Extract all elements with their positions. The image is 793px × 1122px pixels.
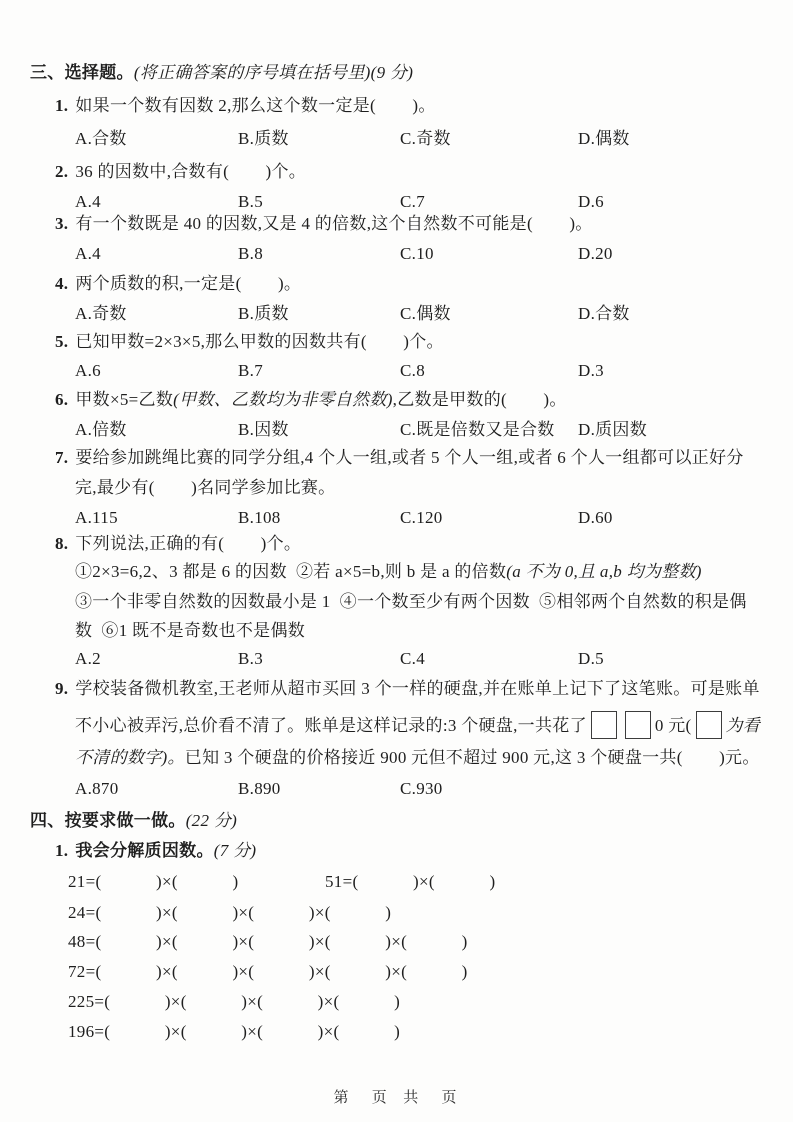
q1-option-d: D.偶数	[578, 129, 630, 148]
question-9-text2-mid: 0 元(	[654, 716, 692, 735]
question-8-statement2	[75, 591, 747, 613]
q1-option-a: A.合数	[75, 129, 127, 148]
question-6-text-kai: (甲数、乙数均为非零自然数)	[173, 390, 393, 409]
factor-row-196	[68, 1021, 400, 1043]
q5-option-a: A.6	[75, 361, 101, 380]
page-footer: 第 页 共 页	[333, 1090, 460, 1106]
q9-option-b: B.890	[238, 779, 281, 798]
q8-option-c: C.4	[400, 649, 425, 668]
factor-row-21-51	[68, 871, 495, 893]
q4-option-d: D.合数	[578, 304, 630, 323]
question-9-text3-kai: 不清的数字)。	[75, 748, 185, 767]
question-4-text: 两个质数的积,一定是( )。	[75, 274, 302, 293]
q2-option-c: C.7	[400, 192, 425, 211]
q6-option-a: A.倍数	[75, 420, 127, 439]
question-5-text: 已知甲数=2×3×5,那么甲数的因数共有( )个。	[75, 332, 444, 351]
factor-expr-51: 51=( )×( )	[325, 872, 496, 891]
question-9-line1	[55, 678, 760, 700]
question-5	[55, 331, 444, 353]
q8-s3-text: 数 ⑥1 既不是奇数也不是偶数	[75, 621, 306, 640]
question-7-options	[75, 507, 613, 529]
question-9-options	[75, 778, 578, 800]
question-1-number: 1.	[55, 96, 69, 115]
question-7-text2: 完,最少有( )名同学参加比赛。	[75, 478, 336, 497]
question-8-number: 8.	[55, 534, 69, 553]
q1-option-c: C.奇数	[400, 129, 451, 148]
question-5-options	[75, 360, 604, 382]
factor-expr-24: 24=( )×( )×( )×( )	[68, 903, 392, 922]
section4-sub1	[55, 840, 256, 862]
factor-expr-196: 196=( )×( )×( )×( )	[68, 1022, 401, 1041]
question-8-statement3	[75, 620, 305, 642]
question-9-line3	[75, 747, 760, 769]
question-9-text2-kai: 为看	[725, 716, 761, 735]
section4-header	[30, 810, 237, 832]
q8-option-b: B.3	[238, 649, 263, 668]
q3-option-b: B.8	[238, 244, 263, 263]
question-6-text-pre: 甲数×5=乙数	[75, 390, 174, 409]
section3-header	[30, 62, 413, 84]
q1-option-b: B.质数	[238, 129, 289, 148]
question-2-number: 2.	[55, 162, 69, 181]
question-9-text1: 学校装备微机教室,王老师从超市买回 3 个一样的硬盘,并在账单上记下了这笔账。可是账单	[75, 679, 760, 698]
factor-row-225	[68, 991, 400, 1013]
section4-sub1-number: 1.	[55, 841, 69, 860]
question-4	[55, 273, 301, 295]
q9-option-a: A.870	[75, 779, 119, 798]
section4-title: 四、按要求做一做。	[30, 811, 186, 830]
question-6-options	[75, 419, 647, 441]
question-5-number: 5.	[55, 332, 69, 351]
q7-option-d: D.60	[578, 508, 613, 527]
q5-option-b: B.7	[238, 361, 263, 380]
q7-option-c: C.120	[400, 508, 443, 527]
question-8-text: 下列说法,正确的有( )个。	[75, 534, 302, 553]
q4-option-a: A.奇数	[75, 304, 127, 323]
q7-option-a: A.115	[75, 508, 118, 527]
question-6-number: 6.	[55, 390, 69, 409]
q8-s2-text: ③一个非零自然数的因数最小是 1 ④一个数至少有两个因数 ⑤相邻两个自然数的积是偶	[75, 592, 747, 611]
question-9-line2	[75, 711, 760, 739]
q6-option-c: C.既是倍数又是合数	[400, 420, 555, 439]
section4-sub1-text: 我会分解质因数。	[75, 841, 214, 860]
question-8	[55, 533, 301, 555]
q3-option-d: D.20	[578, 244, 613, 263]
question-7-text1: 要给参加跳绳比赛的同学分组,4 个人一组,或者 5 个人一组,或者 6 个人一组都可以正好分	[75, 448, 744, 467]
question-8-statement1	[75, 561, 702, 583]
question-4-options	[75, 303, 630, 325]
q5-option-c: C.8	[400, 361, 425, 380]
q3-option-a: A.4	[75, 244, 101, 263]
question-3-number: 3.	[55, 214, 69, 233]
q5-option-d: D.3	[578, 361, 604, 380]
question-2	[55, 161, 306, 183]
question-7-number: 7.	[55, 448, 69, 467]
factor-expr-225: 225=( )×( )×( )×( )	[68, 992, 401, 1011]
q7-option-b: B.108	[238, 508, 281, 527]
question-1	[55, 95, 436, 117]
question-7-line1	[55, 447, 744, 469]
smudged-digit-box-2	[625, 711, 651, 739]
question-2-text: 36 的因数中,合数有( )个。	[75, 162, 307, 181]
factor-expr-72: 72=( )×( )×( )×( )×( )	[68, 962, 468, 981]
section3-note: (将正确答案的序号填在括号里)	[133, 63, 371, 82]
question-3	[55, 213, 593, 235]
factor-expr-21: 21=( )×( )	[68, 872, 239, 891]
question-9-text3: 已知 3 个硬盘的价格接近 900 元但不超过 900 元,这 3 个硬盘一共( )元。	[184, 748, 760, 767]
q6-option-d: D.质因数	[578, 420, 648, 439]
q4-option-c: C.偶数	[400, 304, 451, 323]
factor-row-24	[68, 902, 391, 924]
q9-option-c: C.930	[400, 779, 443, 798]
q8-s1-kai: (a 不为 0,且 a,b 均为整数)	[506, 562, 702, 581]
question-1-options	[75, 128, 630, 150]
question-4-number: 4.	[55, 274, 69, 293]
section3-title: 三、选择题。	[30, 63, 134, 82]
q6-option-b: B.因数	[238, 420, 289, 439]
section3-score: (9 分)	[370, 63, 414, 82]
factor-row-72	[68, 961, 468, 983]
q2-option-d: D.6	[578, 192, 604, 211]
section4-sub1-score: (7 分)	[213, 841, 257, 860]
q8-option-d: D.5	[578, 649, 604, 668]
question-2-options	[75, 191, 604, 213]
section4-score: (22 分)	[185, 811, 238, 830]
q2-option-a: A.4	[75, 192, 101, 211]
factor-expr-48: 48=( )×( )×( )×( )×( )	[68, 932, 468, 951]
question-9-number: 9.	[55, 679, 69, 698]
question-1-text: 如果一个数有因数 2,那么这个数一定是( )。	[75, 96, 436, 115]
q3-option-c: C.10	[400, 244, 434, 263]
factor-row-48	[68, 931, 468, 953]
q4-option-b: B.质数	[238, 304, 289, 323]
question-3-options	[75, 243, 613, 265]
question-7-line2	[75, 477, 335, 499]
q8-option-a: A.2	[75, 649, 101, 668]
smudged-digit-box-1	[591, 711, 617, 739]
smudged-digit-box-3	[696, 711, 722, 739]
question-9-text2: 不小心被弄污,总价看不清了。账单是这样记录的:3 个硬盘,一共花了	[75, 716, 587, 735]
question-8-options	[75, 648, 604, 670]
question-3-text: 有一个数既是 40 的因数,又是 4 的倍数,这个自然数不可能是( )。	[75, 214, 593, 233]
q8-s1-text: ①2×3=6,2、3 都是 6 的因数 ②若 a×5=b,则 b 是 a 的倍数	[75, 562, 507, 581]
question-6	[55, 389, 567, 411]
question-6-text-post: ,乙数是甲数的( )。	[392, 390, 567, 409]
q2-option-b: B.5	[238, 192, 263, 211]
